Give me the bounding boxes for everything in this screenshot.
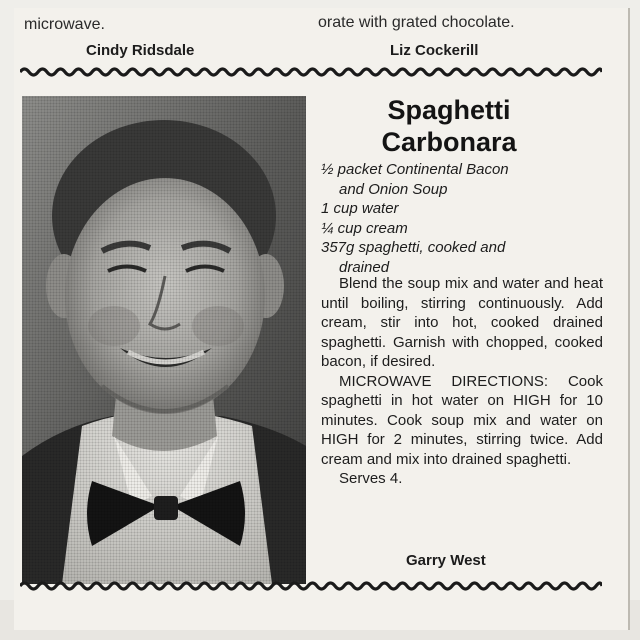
recipe-title [314, 94, 584, 158]
recipe-method [321, 274, 603, 489]
previous-recipe-tail-right: orate with grated chocolate. [318, 14, 515, 31]
ingredient-line: ¼ cup cream [321, 219, 408, 237]
ingredient-line: ½ packet Continental Bacon [321, 161, 509, 178]
previous-recipe-tail-left: microwave. [24, 16, 105, 33]
wavy-divider-bottom [20, 580, 602, 592]
ingredient-line: and Onion Soup [339, 180, 448, 198]
ingredient-list [321, 160, 603, 277]
previous-author-left: Cindy Ridsdale [86, 42, 195, 59]
newspaper-clipping [14, 8, 630, 630]
wavy-divider-top [20, 66, 602, 78]
title-line-2: Carbonara [381, 127, 517, 157]
serves-line: Serves 4. [339, 470, 403, 487]
portrait-photo [22, 96, 306, 584]
previous-author-right: Liz Cockerill [390, 42, 479, 59]
ingredient-line: 1 cup water [321, 200, 399, 217]
title-line-1: Spaghetti [387, 95, 511, 125]
ingredient-line: drained [339, 258, 390, 276]
recipe-author: Garry West [406, 552, 486, 569]
portrait-illustration [22, 96, 306, 584]
method-paragraph: Blend the soup mix and water and heat until boiling, stirring continuously. Add cream, stir into hot, cooked drained spaghetti. Garnish with chopped, cooked bacon, if desired. [321, 275, 603, 370]
microwave-paragraph: MICROWAVE DIRECTIONS: Cook spaghetti in hot water on HIGH for 10 minutes. Cook soup mix and water on HIGH for 2 minutes, stirring twice. Add cream and mix into drained spaghetti. [321, 372, 603, 468]
ingredient-line: 357g spaghetti, cooked and [321, 239, 506, 256]
